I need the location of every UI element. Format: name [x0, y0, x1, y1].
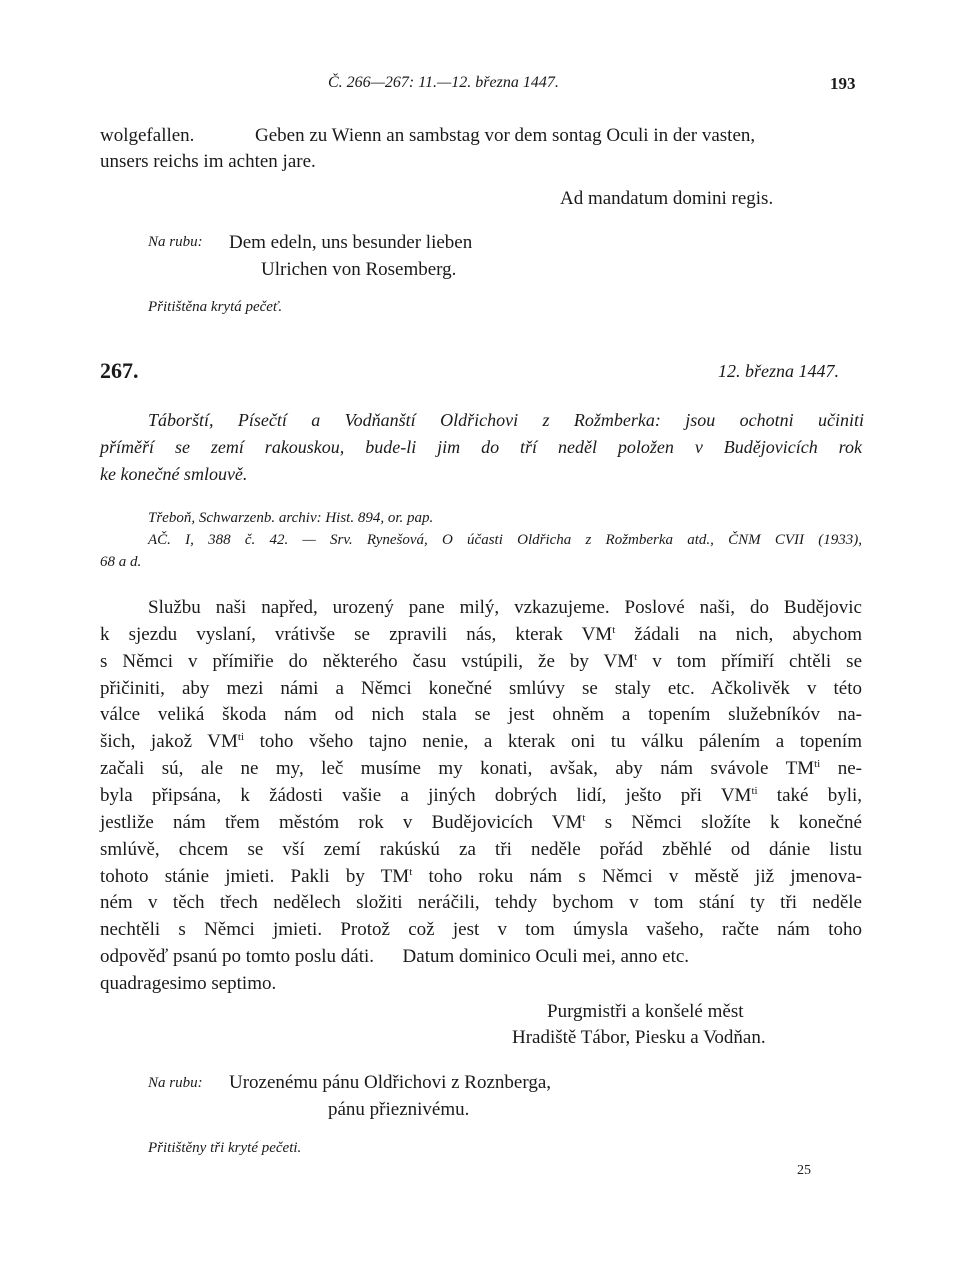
- letter-line: Službu naši napřed, urozený pane milý, vzkazujeme. Poslové naši, do Budějovic: [148, 597, 862, 618]
- source-line-1: Třeboň, Schwarzenb. archiv: Hist. 894, or. pap.: [148, 510, 434, 526]
- source-line-2: AČ. I, 388 č. 42. — Srv. Rynešová, O účasti Oldřicha z Rožmberka atd., ČNM CVII (1933),: [148, 532, 862, 548]
- regest-line-2: příměří se zemí rakouskou, bude-li jim do tří neděl položen v Budějovicích rok: [100, 437, 862, 457]
- doc266-line1-left: wolgefallen.: [100, 125, 195, 146]
- letter-line: válce veliká škoda nám od nich stala se jest ohněm a topením služebníkóv na-: [100, 704, 862, 726]
- doc-number: 267.: [100, 358, 139, 383]
- letter-line: přičiniti, aby mezi námi a Němci konečné smlúvy se staly etc. Ačkolivěk v této: [100, 677, 862, 699]
- doc266-line2: unsers reichs im achten jare.: [100, 151, 316, 172]
- doc266-address-line2: Ulrichen von Rosemberg.: [261, 259, 457, 280]
- letter-line: šich, jakož $VM^{ti}$ toho všeho tajno nenie, a kterak oni tu válku pálením a topením: [100, 731, 862, 753]
- regest-line-1: Táborští, Písečtí a Vodňanští Oldřichovi z Rožmberka: jsou ochotni učiniti: [148, 410, 864, 430]
- letter-line: nechtěli s Němci jmieti. Protož což jest v tom úmysla vašeho, račte nám toho: [100, 919, 862, 941]
- signature-mark: 25: [797, 1163, 811, 1178]
- doc266-address-label: Na rubu:: [148, 234, 203, 250]
- page-number: 193: [830, 74, 856, 93]
- letter-line: ném v těch třech nedělech složiti neráčili, tehdy bychom v tom stání ty tři neděle: [100, 892, 862, 914]
- doc266-seal-note: Přitištěna krytá pečeť.: [148, 299, 283, 315]
- address-line-2: pánu přieznivému.: [328, 1099, 470, 1120]
- doc266-line1-right: Geben zu Wienn an sambstag vor dem sontag Oculi in der vasten,: [255, 125, 756, 146]
- letter-line: k sjezdu vyslaní, vrátivše se zpravili nás, kterak $VM^t$ žádali na nich, abychom: [100, 623, 862, 645]
- letter-line: byla připsána, k žádosti vašie a jiných dobrých lidí, ješto při $VM^{ti}$ také byli,: [100, 784, 863, 806]
- source-line-3: 68 a d.: [100, 554, 142, 570]
- letter-line: odpověď psanú po tomto poslu dáti. Datum dominico Oculi mei, anno etc.: [100, 946, 690, 968]
- doc266-address-line1: Dem edeln, uns besunder lieben: [229, 232, 473, 253]
- doc-date: 12. března 1447.: [718, 361, 839, 381]
- running-title: Č. 266—267: 11.—12. března 1447.: [328, 74, 559, 91]
- address-label: Na rubu:: [148, 1075, 203, 1091]
- letter-line: tohoto stánie jmieti. Pakli by $TM^t$ toho roku nám s Němci v městě již jmenova-: [100, 865, 862, 887]
- signature-line-1: Purgmistři a konšelé měst: [547, 1001, 744, 1022]
- signature-line-2: Hradiště Tábor, Piesku a Vodňan.: [512, 1027, 766, 1048]
- letter-line: smlúvě, chcem se vší zemí rakúskú za tři neděle pořád zběhlé od dánie listu: [100, 838, 862, 860]
- letter-line: začali sú, ale ne my, leč musíme my konati, avšak, aby nám svávole $TM^{ti}$ ne-: [100, 758, 862, 780]
- letter-line: s Němci v přímiřie do některého času vstúpili, že by $VM^t$ v tom přímiří chtěli se: [100, 650, 862, 672]
- doc266-signature: Ad mandatum domini regis.: [560, 188, 774, 209]
- letter-line: quadragesimo septimo.: [100, 972, 277, 994]
- regest-line-3: ke konečné smlouvě.: [100, 464, 248, 484]
- letter-line: jestliže nám třem městóm rok v Budějovicích $VM^t$ s Němci složíte k konečné: [100, 811, 862, 833]
- seal-note: Přitištěny tři kryté pečeti.: [148, 1140, 302, 1156]
- address-line-1: Urozenému pánu Oldřichovi z Roznberga,: [229, 1072, 552, 1093]
